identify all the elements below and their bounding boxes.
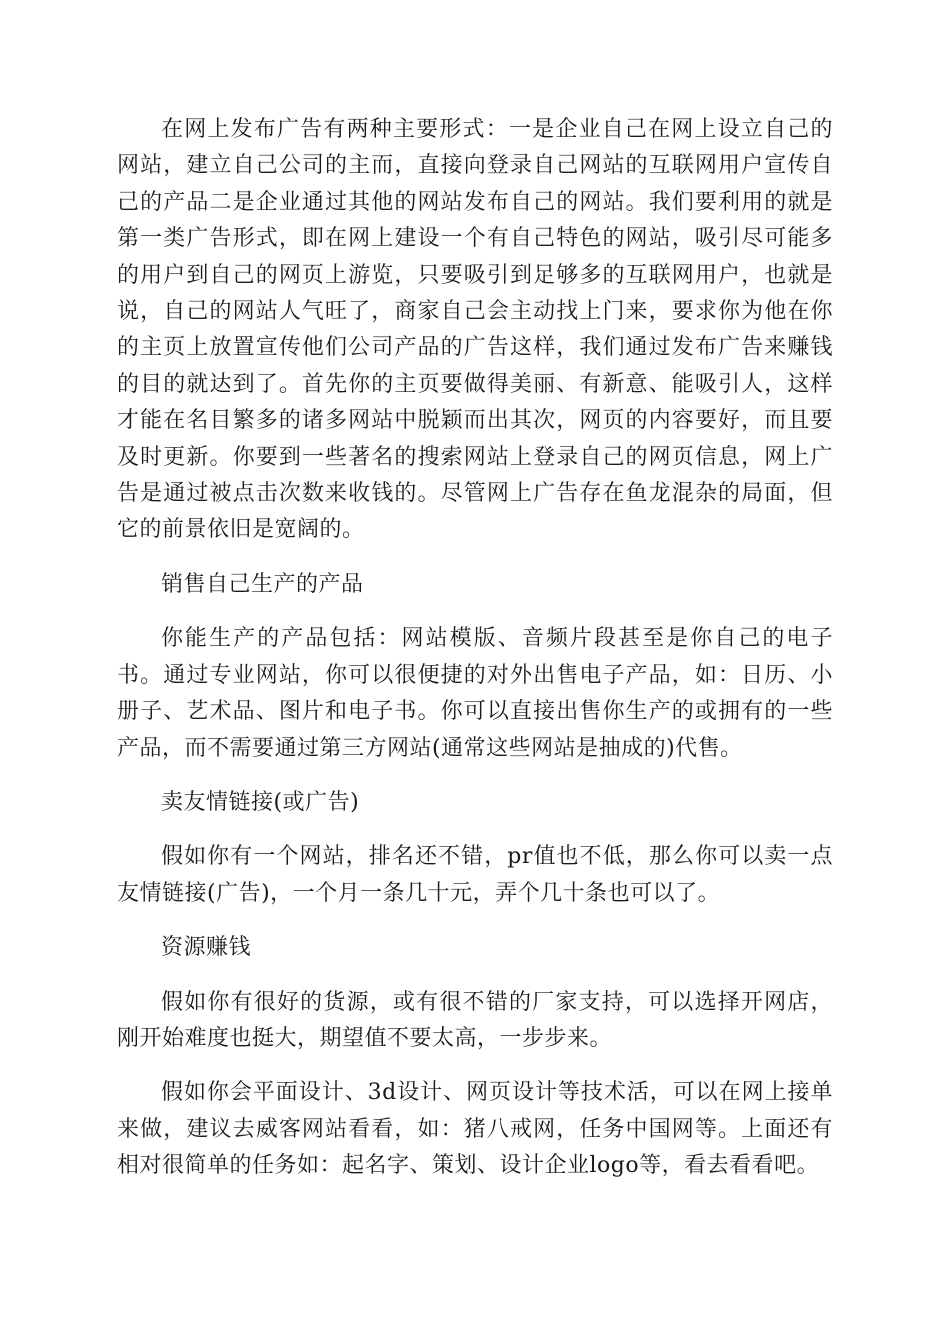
heading-sell-friend-links: 卖友情链接(或广告) — [161, 789, 360, 815]
paragraph-sell-friend-links: 假如你有一个网站，排名还不错，pr值也不低，那么你可以卖一点友情链接(广告)，一个月一条几十元，弄个几十条也可以了。 — [117, 844, 833, 906]
paragraph-design-freelance: 假如你会平面设计、3d设计、网页设计等技术活，可以在网上接单来做，建议去威客网站看看，如：猪八戒网，任务中国网等。上面还有相对很简单的任务如：起名字、策划、设计企业logo等，看去看看吧。 — [117, 1080, 833, 1179]
paragraph-sell-own-products: 你能生产的产品包括：网站模版、音频片段甚至是你自己的电子书。通过专业网站，你可以很便捷的对外出售电子产品，如：日历、小册子、艺术品、图片和电子书。你可以直接出售你生产的或拥有的一些产品，而不需要通过第三方网站(通常这些网站是抽成的)代售。 — [117, 626, 833, 761]
heading-resource-earning: 资源赚钱 — [161, 935, 252, 961]
paragraph-online-store: 假如你有很好的货源，或有很不错的厂家支持，可以选择开网店，刚开始难度也挺大，期望值不要太高，一步步来。 — [117, 989, 833, 1051]
heading-sell-own-products: 销售自己生产的产品 — [161, 571, 364, 597]
document-body — [117, 112, 833, 1185]
paragraph-online-ads: 在网上发布广告有两种主要形式：一是企业自己在网上设立自己的网站，建立自己公司的主而，直接向登录自己网站的互联网用户宣传自己的产品二是企业通过其他的网站发布自己的网站。我们要利用的就是第一类广告形式，即在网上建设一个有自己特色的网站，吸引尽可能多的用户到自己的网页上游览，只要吸引到足够多的互联网用户，也就是说，自己的网站人气旺了，商家自己会主动找上门来，要求你为他在你的主页上放置宣传他们公司产品的广告这样，我们通过发布广告来赚钱的目的就达到了。首先你的主页要做得美丽、有新意、能吸引人，这样才能在名目繁多的诸多网站中脱颖而出其次，网页的内容要好，而且要及时更新。你要到一些著名的搜索网站上登录自己的网页信息，网上广告是通过被点击次数来收钱的。尽管网上广告存在鱼龙混杂的局面，但它的前景依旧是宽阔的。 — [117, 117, 833, 543]
